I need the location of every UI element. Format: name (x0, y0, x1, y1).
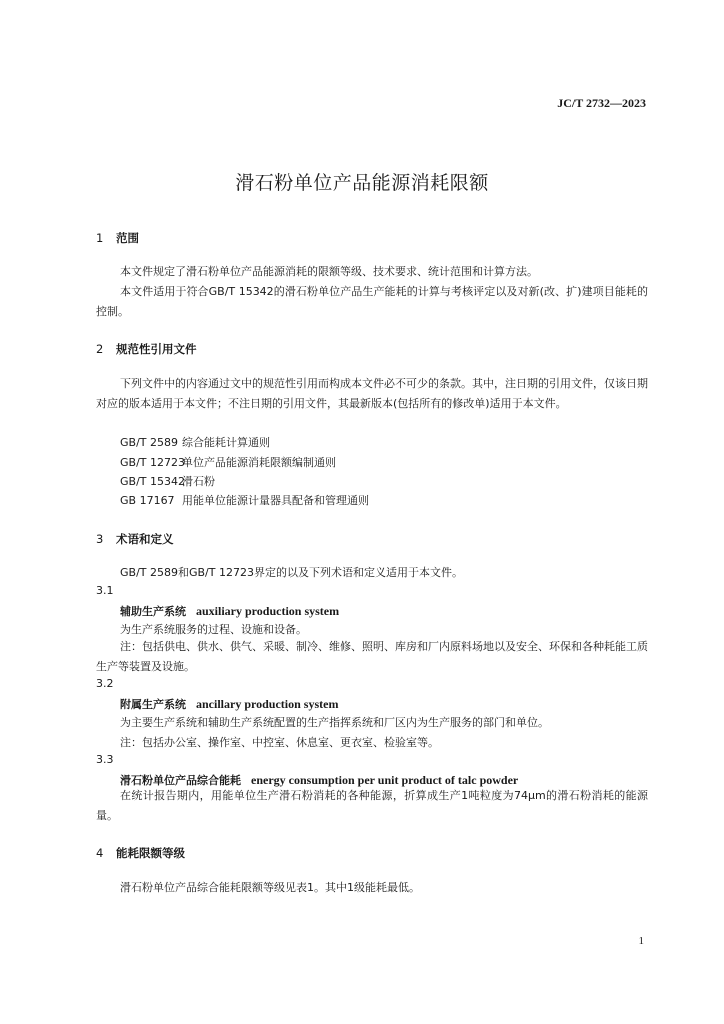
term-heading (120, 603, 339, 619)
term-chinese: 辅助生产系统 (120, 605, 186, 618)
term-definition: 为生产系统服务的过程、设施和设备。 (120, 623, 307, 636)
term-note: 注：包括办公室、操作室、中控室、休息室、更衣室、检验室等。 (120, 736, 439, 749)
section-title: 范围 (116, 231, 139, 245)
term-english: energy consumption per unit product of talc powder (251, 773, 519, 787)
term-note: 注：包括供电、供水、供气、采暖、制冷、维修、照明、库房和厂内原料场地以及安全、环保和各种耗能工质生产等装置及设施。 (96, 640, 648, 673)
document-title: 滑石粉单位产品能源消耗限额 (235, 172, 489, 194)
reference-code: GB/T 12723 (120, 456, 185, 469)
section-1-heading (96, 230, 139, 246)
reference-item (120, 434, 270, 450)
section-title: 术语和定义 (116, 532, 174, 546)
reference-item (120, 492, 369, 508)
terms-intro: GB/T 2589和GB/T 12723界定的以及下列术语和定义适用于本文件。 (120, 566, 463, 579)
reference-code: GB 17167 (120, 494, 175, 507)
section-number: 1 (96, 231, 104, 245)
term-number: 3.3 (96, 753, 114, 766)
term-number: 3.2 (96, 677, 114, 690)
section-title: 能耗限额等级 (116, 846, 185, 860)
section-4-heading (96, 845, 185, 861)
reference-item (120, 454, 336, 470)
term-definition: 在统计报告期内，用能单位生产滑石粉消耗的各种能源，折算成生产1吨粒度为74μm的滑石粉消耗的能源量。 (96, 789, 648, 822)
scope-paragraph-1: 本文件规定了滑石粉单位产品能源消耗的限额等级、技术要求、统计范围和计算方法。 (120, 265, 538, 278)
term-english: auxiliary production system (196, 604, 340, 618)
reference-name: 综合能耗计算通则 (182, 436, 270, 449)
term-definition: 为主要生产系统和辅助生产系统配置的生产指挥系统和厂区内为生产服务的部门和单位。 (120, 716, 549, 729)
term-chinese: 滑石粉单位产品综合能耗 (120, 774, 241, 787)
section-number: 2 (96, 342, 104, 356)
section-3-heading (96, 531, 174, 547)
section-number: 3 (96, 532, 104, 546)
scope-paragraph-2: 本文件适用于符合GB/T 15342的滑石粉单位产品生产能耗的计算与考核评定以及对新(改、扩)建项目能耗的控制。 (96, 285, 648, 318)
reference-name: 滑石粉 (182, 475, 215, 488)
term-number: 3.1 (96, 584, 114, 597)
reference-name: 用能单位能源计量器具配备和管理通则 (182, 494, 369, 507)
section-2-heading (96, 341, 197, 357)
document-number: JC/T 2732—2023 (557, 96, 646, 110)
term-heading (120, 696, 338, 712)
page-number: 1 (638, 935, 644, 947)
reference-item (120, 473, 215, 489)
section-title: 规范性引用文件 (116, 342, 197, 356)
reference-name: 单位产品能源消耗限额编制通则 (182, 456, 336, 469)
term-english: ancillary production system (196, 697, 339, 711)
reference-code: GB/T 2589 (120, 436, 178, 449)
term-chinese: 附属生产系统 (120, 698, 186, 711)
section-number: 4 (96, 846, 104, 860)
reference-code: GB/T 15342 (120, 475, 185, 488)
references-paragraph: 下列文件中的内容通过文中的规范性引用而构成本文件必不可少的条款。其中，注日期的引用文件，仅该日期对应的版本适用于本文件；不注日期的引用文件，其最新版本(包括所有的修改单)适用于本文件。 (96, 377, 648, 410)
energy-level-paragraph: 滑石粉单位产品综合能耗限额等级见表1。其中1级能耗最低。 (120, 881, 420, 894)
